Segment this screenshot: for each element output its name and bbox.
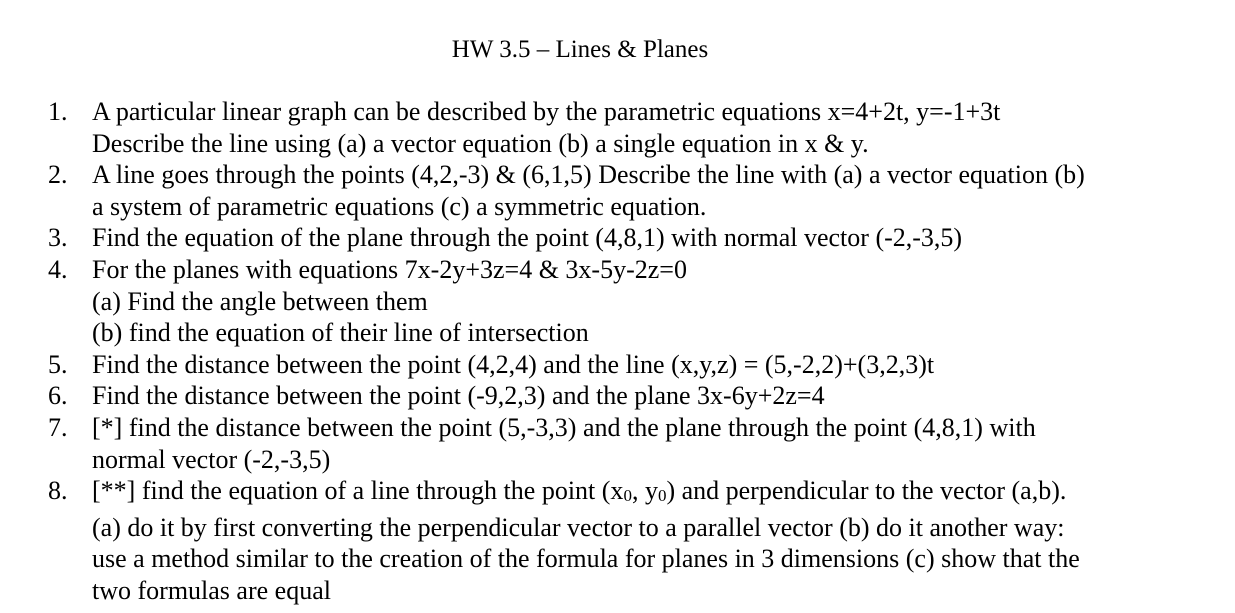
problem-number: 2. (48, 160, 68, 190)
problem-number: 4. (48, 254, 68, 284)
problem-text-line: two formulas are equal (92, 575, 331, 605)
problem-4 (0, 254, 1200, 349)
problem-number: 5. (48, 349, 68, 379)
problem-number: 8. (48, 476, 68, 506)
problem-text-line: Find the distance between the point (4,2,4) and the line (x,y,z) = (5,-2,2)+(3,2,3)t (92, 349, 935, 379)
problem-5 (0, 349, 1200, 381)
document-title: HW 3.5 – Lines & Planes (451, 36, 709, 63)
subscript-zero: 0 (657, 486, 667, 506)
problem-text-segment: ) and perpendicular to the vector (a,b). (666, 476, 1067, 506)
problem-text-line (92, 475, 1200, 512)
problem-text-line: (a) do it by first converting the perpendicular vector to a parallel vector (b) do it another way: (92, 512, 1065, 542)
problem-subpart-line: (b) find the equation of their line of intersection (92, 318, 589, 348)
problem-list (0, 96, 1200, 607)
problem-text-line: A particular linear graph can be described by the parametric equations x=4+2t, y=-1+3t (92, 97, 1001, 126)
problem-8 (0, 475, 1200, 606)
problem-number: 6. (48, 381, 68, 411)
problem-3 (0, 222, 1200, 254)
problem-number: 3. (48, 223, 68, 253)
problem-text-line: For the planes with equations 7x-2y+3z=4 & 3x-5y-2z=0 (92, 254, 687, 284)
problem-number: 1. (48, 97, 68, 126)
problem-text-line: a system of parametric equations (c) a symmetric equation. (92, 191, 707, 221)
problem-text-line: Describe the line using (a) a vector equation (b) a single equation in x & y. (92, 128, 869, 158)
problem-subpart-line: (a) Find the angle between them (92, 286, 428, 316)
problem-7 (0, 412, 1200, 475)
problem-1 (0, 96, 1200, 159)
problem-text-line: Find the equation of the plane through the point (4,8,1) with normal vector (-2,-3,5) (92, 223, 963, 253)
problem-text-segment: , y (631, 476, 658, 506)
problem-text-line: use a method similar to the creation of the formula for planes in 3 dimensions (c) show that the (92, 544, 1080, 574)
problem-text-segment: [**] find the equation of a line through the point (x (92, 476, 624, 506)
problem-number: 7. (48, 412, 68, 442)
subscript-zero: 0 (623, 486, 632, 506)
problem-text-line: Find the distance between the point (-9,2,3) and the plane 3x-6y+2z=4 (92, 381, 825, 411)
problem-6 (0, 380, 1200, 412)
problem-text-line: normal vector (-2,-3,5) (92, 444, 331, 474)
problem-2 (0, 159, 1200, 222)
problem-text-line: [*] find the distance between the point (5,-3,3) and the plane through the point (4,8,1) with (92, 412, 1036, 442)
problem-text-line: A line goes through the points (4,2,-3) & (6,1,5) Describe the line with (a) a vector equation (b) (92, 160, 1085, 190)
